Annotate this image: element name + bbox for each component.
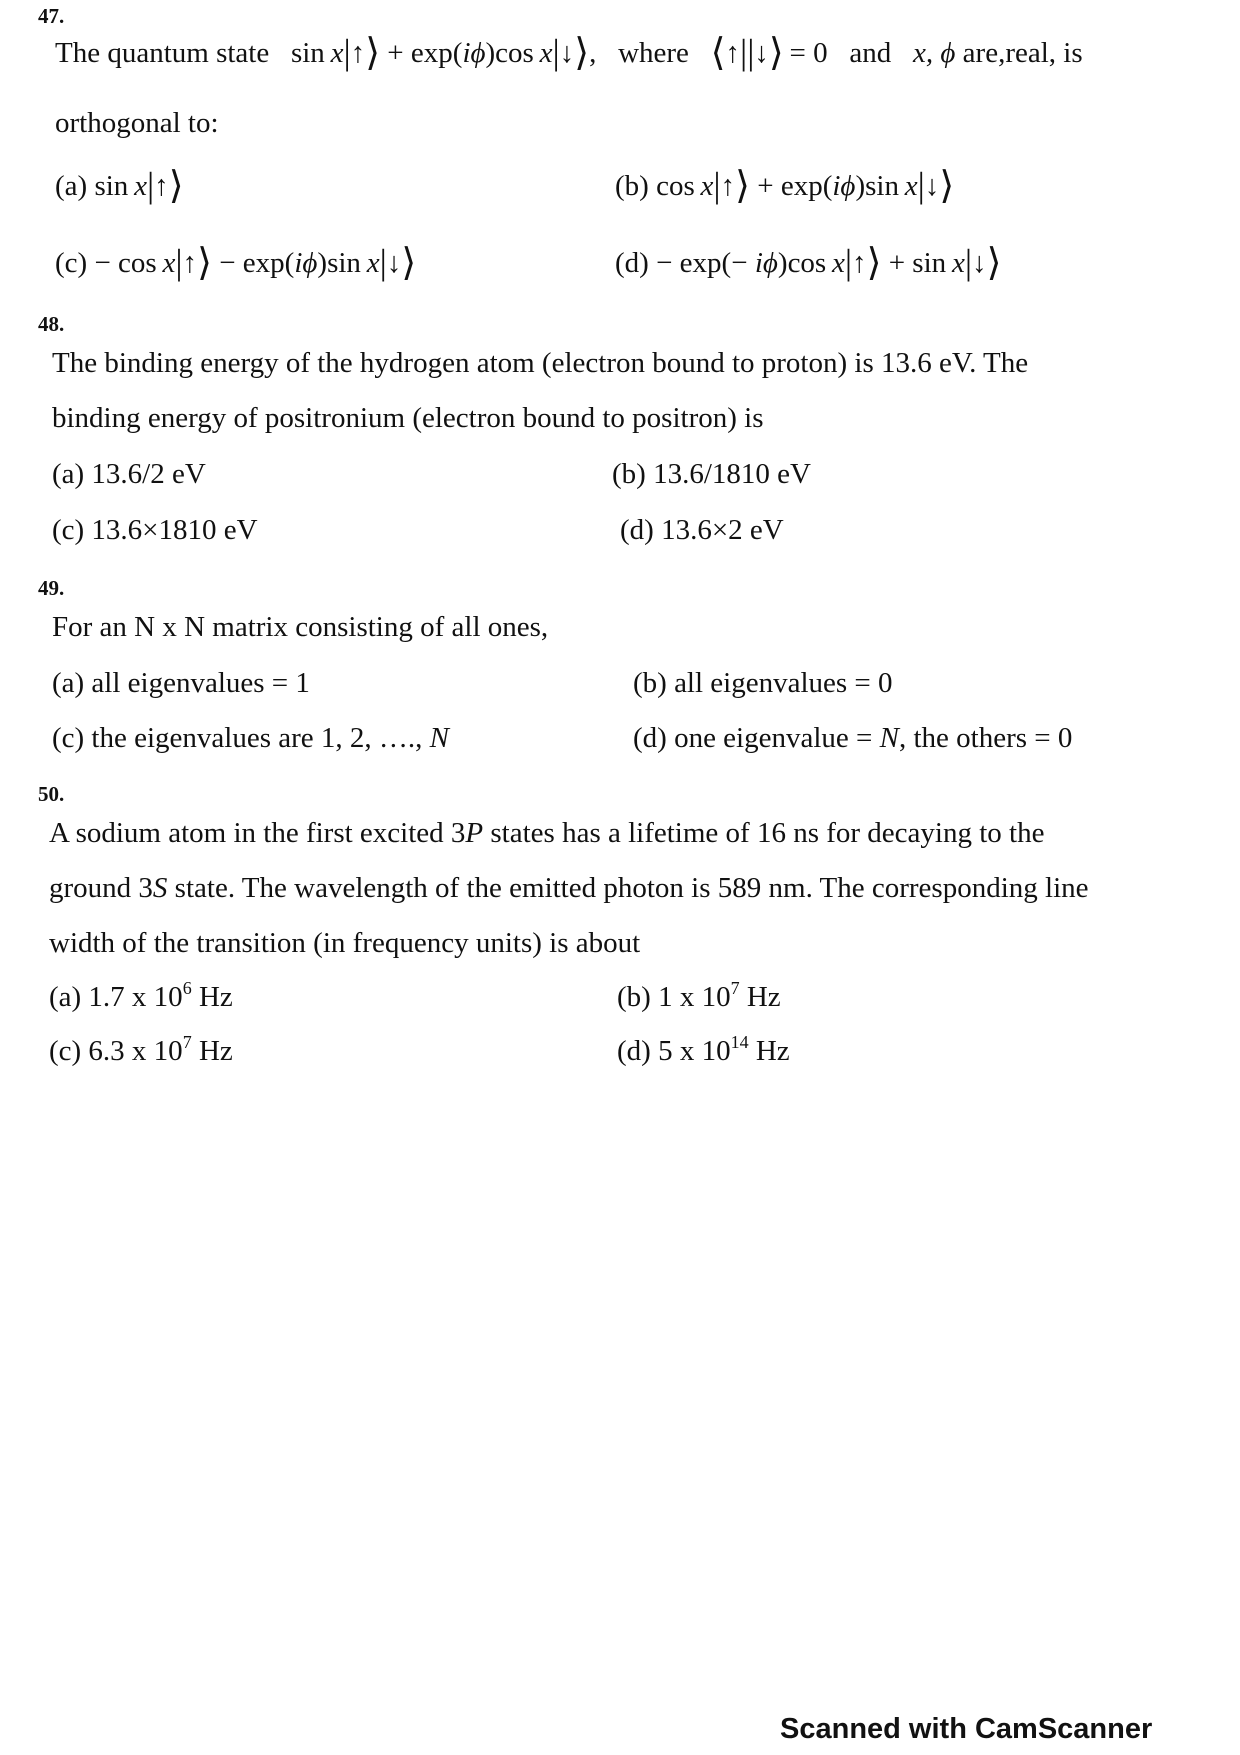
q50-option-b xyxy=(617,978,781,1014)
q50-option-a xyxy=(49,978,233,1014)
q49-option-a: (a) all eigenvalues = 1 xyxy=(52,667,310,699)
q48-option-c: (c) 13.6×1810 eV xyxy=(52,514,258,546)
q47-ortho-eq: = 0 xyxy=(789,37,828,69)
q50-option-a-base: (a) 1.7 x 10 xyxy=(49,981,183,1013)
q50-stem-line2-a: ground 3 xyxy=(49,872,153,904)
q48-option-a: (a) 13.6/2 eV xyxy=(52,458,206,490)
question-number-48: 48. xyxy=(38,312,65,336)
q50-stem-line2 xyxy=(49,872,1089,905)
q50-stem-line2-b: state. The wavelength of the emitted photon is 589 nm. The corresponding line xyxy=(167,872,1089,904)
q49-option-d-suffix: , the others = 0 xyxy=(899,722,1073,754)
q47-stem-where: where xyxy=(618,37,689,69)
q50-option-b-unit: Hz xyxy=(739,981,781,1013)
q48-option-d: (d) 13.6×2 eV xyxy=(620,514,784,546)
q49-option-d-text: (d) one eigenvalue = xyxy=(633,722,880,754)
q50-option-c-exp: 7 xyxy=(182,1032,192,1052)
q48-option-b: (b) 13.6/1810 eV xyxy=(612,458,811,490)
q50-stem-line1-b: states has a lifetime of 16 ns for decaying to the xyxy=(483,817,1045,849)
q47-stem-and: and xyxy=(849,37,892,69)
q49-option-c-text: (c) the eigenvalues are 1, 2, …., xyxy=(52,722,430,754)
question-number-49: 49. xyxy=(38,576,65,600)
q47-stem-line2: orthogonal to: xyxy=(55,107,219,139)
q47-option-a: (a) sin x|↑⟩ xyxy=(55,165,184,207)
q49-stem: For an N x N matrix consisting of all ones, xyxy=(52,611,549,643)
q49-option-c-var: N xyxy=(429,722,449,754)
q50-stem-line1-a: A sodium atom in the first excited 3 xyxy=(49,817,466,849)
q50-option-d-exp: 14 xyxy=(730,1032,749,1052)
q47-option-b-label: (b) xyxy=(615,170,649,202)
q49-option-d xyxy=(633,722,1072,755)
q50-option-c-unit: Hz xyxy=(191,1035,233,1067)
q50-option-d xyxy=(617,1032,790,1068)
q48-stem-line2: binding energy of positronium (electron bound to positron) is xyxy=(52,402,764,434)
q50-option-c xyxy=(49,1032,233,1068)
q47-option-c-label: (c) xyxy=(55,247,88,279)
q50-stem-line3: width of the transition (in frequency units) is about xyxy=(49,927,641,959)
q48-stem-line1: The binding energy of the hydrogen atom (electron bound to proton) is 13.6 eV. The xyxy=(52,347,1029,379)
q49-option-b: (b) all eigenvalues = 0 xyxy=(633,667,893,699)
q47-stem-vars: x, ϕ xyxy=(913,37,956,69)
q47-option-a-label: (a) xyxy=(55,170,88,202)
q47-option-d-label: (d) xyxy=(615,247,649,279)
q50-stem-line1 xyxy=(49,817,1044,850)
camscanner-footer: Scanned with CamScanner xyxy=(780,1713,1153,1745)
q47-option-c: (c) − cos x|↑⟩ − exp(iϕ)sin x|↓⟩ xyxy=(55,242,417,284)
q47-stem-line1: The quantum state sin x|↑⟩ + exp(iϕ)cos x|↓⟩, where ⟨↑||↓⟩ = 0 and x, ϕ are,real, is xyxy=(55,32,1083,74)
q50-option-b-base: (b) 1 x 10 xyxy=(617,981,731,1013)
q50-option-d-unit: Hz xyxy=(748,1035,790,1067)
q50-stem-line1-p: P xyxy=(465,817,484,849)
q50-stem-line2-s: S xyxy=(152,872,168,904)
q50-option-b-exp: 7 xyxy=(730,978,740,998)
q49-option-d-var: N xyxy=(879,722,899,754)
q50-option-a-exp: 6 xyxy=(182,978,192,998)
question-number-50: 50. xyxy=(38,782,65,806)
q50-option-c-base: (c) 6.3 x 10 xyxy=(49,1035,183,1067)
question-number-47: 47. xyxy=(38,4,65,28)
q47-stem-tail: are,real, is xyxy=(962,37,1083,69)
q47-option-d: (d) − exp(− iϕ)cos x|↑⟩ + sin x|↓⟩ xyxy=(615,242,1002,284)
q50-option-d-base: (d) 5 x 10 xyxy=(617,1035,731,1067)
q47-stem-lead: The quantum state xyxy=(55,37,270,69)
q49-option-c xyxy=(52,722,449,755)
q50-option-a-unit: Hz xyxy=(191,981,233,1013)
q47-option-b: (b) cos x|↑⟩ + exp(iϕ)sin x|↓⟩ xyxy=(615,165,955,207)
